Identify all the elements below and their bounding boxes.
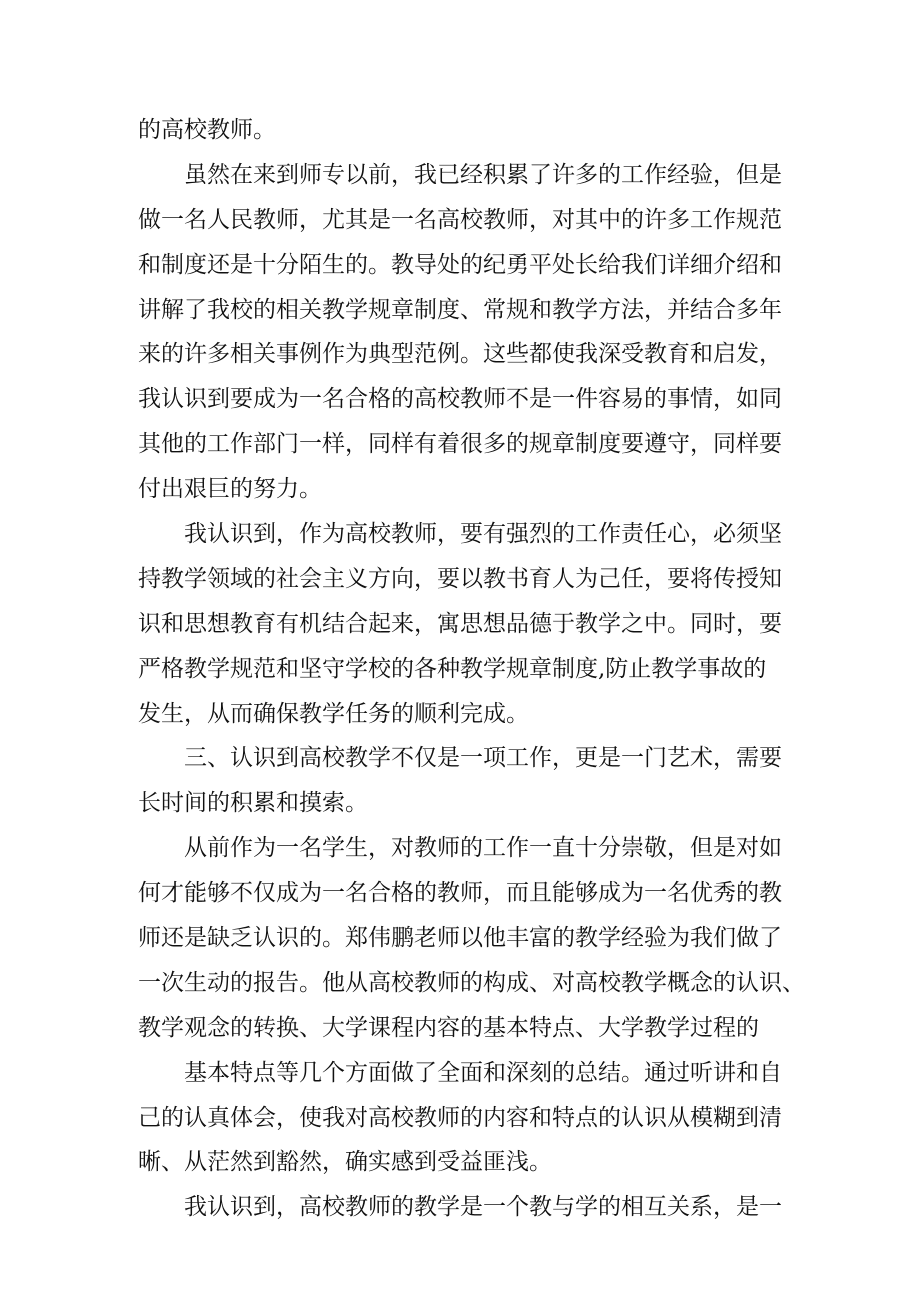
text-line: 我认识到，作为高校教师，要有强烈的工作责任心，必须坚 [184,521,782,548]
text-line: 我认识到要成为一名合格的高校教师不是一件容易的事情，如同 [138,386,782,413]
text-line: 我认识到，高校教师的教学是一个教与学的相互关系，是一 [184,1194,782,1221]
text-line: 做一名人民教师，尤其是一名高校教师，对其中的许多工作规范 [138,206,782,233]
text-line: 和制度还是十分陌生的。教导处的纪勇平处长给我们详细介绍和 [138,251,782,278]
text-line: 晰、从茫然到豁然，确实感到受益匪浅。 [138,1149,552,1176]
text-line: 从前作为一名学生，对教师的工作一直十分崇敬，但是对如 [184,835,782,862]
text-line: 讲解了我校的相关教学规章制度、常规和教学方法，并结合多年 [138,296,782,323]
text-line: 其他的工作部门一样，同样有着很多的规章制度要遵守，同样要 [138,431,782,458]
text-line: 长时间的积累和摸索。 [138,790,368,817]
text-line: 持教学领域的社会主义方向，要以教书育人为己任，要将传授知 [138,565,782,592]
text-line: 识和思想教育有机结合起来，寓思想品德于教学之中。同时，要 [138,610,782,637]
document-body [138,108,805,1230]
text-line: 三、认识到高校教学不仅是一项工作，更是一门艺术，需要 [184,745,782,772]
text-line: 发生，从而确保教学任务的顺利完成。 [138,700,529,727]
text-line: 来的许多相关事例作为典型范例。这些都使我深受教育和启发， [138,341,782,368]
text-line: 何才能够不仅成为一名合格的教师，而且能够成为一名优秀的教 [138,880,782,907]
text-line: 付出艰巨的努力。 [138,476,322,503]
text-line: 己的认真体会，使我对高校教师的内容和特点的认识从模糊到清 [138,1104,782,1131]
text-line: 基本特点等几个方面做了全面和深刻的总结。通过听讲和自 [184,1059,782,1086]
text-line: 虽然在来到师专以前，我已经积累了许多的工作经验，但是 [184,161,782,188]
text-line: 一次生动的报告。他从高校教师的构成、对高校教学概念的认识、 [138,969,805,996]
text-line: 严格教学规范和坚守学校的各种教学规章制度,防止教学事故的 [138,655,767,682]
text-line: 的高校教师。 [138,117,276,143]
text-line: 师还是缺乏认识的。郑伟鹏老师以他丰富的教学经验为我们做了 [138,925,782,952]
text-line: 教学观念的转换、大学课程内容的基本特点、大学教学过程的 [138,1014,759,1041]
